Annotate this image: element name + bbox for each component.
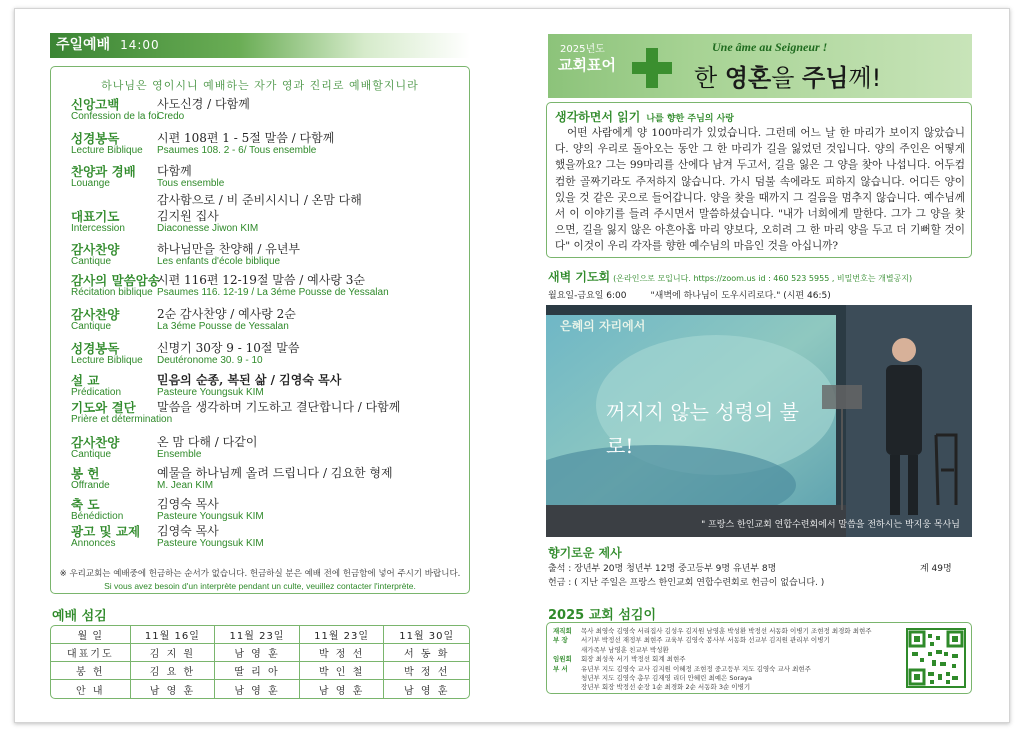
order-item-title-fr: Lecture Biblique (71, 355, 143, 366)
servant-category: 재직회 (553, 627, 572, 635)
qr-code-icon[interactable] (906, 628, 966, 688)
order-item-title: 대표기도 (71, 209, 120, 224)
order-item-title: 광고 및 교제 (71, 524, 141, 539)
schedule-cell: 11월 30일 (384, 626, 469, 644)
offering-line: 헌금 : ( 지난 주일은 프랑스 한인교회 연합수련회로 헌금이 없습니다. ) (548, 578, 825, 588)
order-item-title-fr: Confession de la foi (71, 111, 159, 122)
order-item-title: 기도와 결단 (71, 400, 136, 415)
order-item-title-fr: Bénédiction (71, 511, 124, 522)
order-item-value: 김영숙 목사 (157, 497, 219, 511)
servant-list: 유년부 지도 김영숙 교사 김지원 이혜정 조현정 중고등부 지도 김영숙 교사 최현주 (581, 664, 811, 673)
schedule-cell: 김 요 한 (131, 662, 216, 680)
servant-category: 부 서 (553, 664, 568, 673)
schedule-cell: 딸 리 아 (215, 662, 300, 680)
order-item-value: 예물을 하나님께 올려 드립니다 / 김요한 형제 (157, 466, 393, 480)
schedule-cell: 11월 23일 (300, 626, 385, 644)
order-of-service (50, 66, 470, 594)
schedule-cell: 11월 23일 (215, 626, 300, 644)
order-item-value-fr: Psaumes 116. 12-19 / La 3éme Pousse de Yessalan (157, 287, 389, 298)
motto-text: 한 영혼을 주님께! (694, 64, 882, 92)
order-item-value: 믿음의 순종, 복된 삶 / 김영숙 목사 (157, 373, 342, 387)
service-title-bar (50, 33, 470, 58)
order-item-value: 시편 108편 1 - 5절 말씀 / 다함께 (157, 131, 335, 145)
order-item-title: 성경봉독 (71, 341, 120, 356)
motto-french: Une âme au Seigneur ! (712, 40, 828, 54)
schedule-row (51, 626, 469, 644)
photo-event-slogan: 꺼지지 않는 성령의 불로! (606, 400, 799, 458)
schedule-cell: 봉 헌 (51, 662, 131, 680)
order-item-value: 사도신경 / 다함께 (157, 97, 250, 111)
servants-title: 2025 교회 섬김이 (548, 608, 657, 623)
order-item-title-fr: Offrande (71, 480, 110, 491)
order-item-value-fr: M. Jean KIM (157, 480, 214, 491)
schedule-cell: 남 영 훈 (215, 680, 300, 698)
order-item-title: 감사찬양 (71, 307, 120, 322)
order-item-value-fr: Tous ensemble (157, 178, 225, 189)
order-item-value: 시편 116편 12-19절 말씀 / 예사랑 3순 (157, 273, 365, 287)
sermon-photo (546, 305, 972, 537)
servant-list: 새가족부 남영훈 친교부 박성환 (581, 645, 669, 654)
schedule-cell: 안 내 (51, 680, 131, 698)
order-item-title-fr: Cantique (71, 449, 112, 460)
servant-list: 장년부 회장 박정선 순장 1순 최경화 2순 서동화 3순 이병기 (581, 683, 751, 692)
order-item-value: 신명기 30장 9 - 10절 말씀 (157, 341, 300, 355)
order-item-title-fr: Intercession (71, 223, 125, 234)
order-item-title: 성경봉독 (71, 131, 120, 146)
offering-title: 향기로운 제사 (548, 546, 622, 560)
order-item-title: 신앙고백 (71, 97, 120, 112)
order-item-value-fr: Diaconesse Jiwon KIM (157, 223, 259, 234)
order-item-value: 2순 감사찬양 / 예사랑 2순 (157, 307, 296, 321)
schedule-cell: 대표기도 (51, 644, 131, 662)
order-item-value: 말씀을 생각하며 기도하고 결단합니다 / 다함께 (157, 400, 401, 414)
schedule-row (51, 662, 469, 680)
schedule-cell: 11월 16일 (131, 626, 216, 644)
order-item-value-fr: Credo (157, 111, 185, 122)
servant-category: 임원회 (553, 655, 572, 664)
schedule-cell: 남 영 훈 (131, 680, 216, 698)
attendance-total: 계 49명 (920, 564, 952, 574)
order-item-title-fr: Cantique (71, 321, 112, 332)
servant-list: 목사 최영숙 김영숙 서리집사 김성우 김지원 남영훈 박성환 박정선 서동화 이병기 조현정 최경화 최현주 (581, 627, 872, 635)
motto-banner (548, 34, 972, 98)
servant-category: 부 장 (553, 636, 568, 645)
theme-verse: 하나님은 영이시니 예배하는 자가 영과 진리로 예배할지니라 (101, 79, 419, 92)
order-item-value-fr: Pasteure Youngsuk KIM (157, 511, 264, 522)
order-item-title-fr: Cantique (71, 256, 112, 267)
schedule-row (51, 680, 469, 698)
dawn-prayer-title: 새벽 기도회 (온라인으로 모입니다. https://zoom.us id : 460 523 5955 , 비밀번호는 개별공지) (548, 270, 913, 284)
interpreter-note: Si vous avez besoin d'un interprète pendant un culte, veuillez contacter l'interprète. (104, 581, 416, 591)
order-item-title: 감사의 말씀암송 (71, 273, 160, 288)
order-item-value-fr: Pasteure Youngsuk KIM (157, 387, 264, 398)
servant-list: 회장 최성욱 서기 박정선 회계 최현주 (581, 655, 686, 664)
meditation-box (546, 102, 972, 258)
order-item-value-fr: Psaumes 108. 2 - 6/ Tous ensemble (157, 145, 317, 156)
cross-icon (632, 48, 672, 88)
order-item-title: 감사찬양 (71, 435, 120, 450)
servant-list: 청년부 지도 김영숙 총무 김재영 리더 안혜린 최예은 Soraya (581, 674, 752, 682)
schedule-cell: 남 영 훈 (404, 685, 450, 697)
order-item-title: 설 교 (71, 373, 100, 388)
photo-event-title: 은혜의 자리에서 (560, 319, 646, 333)
schedule-cell: 남 영 훈 (300, 680, 385, 698)
meditation-text: 어떤 사람에게 양 100마리가 있었습니다. 그런데 어느 날 한 마리가 보이지 않았습니다. 양의 우리로 돌아오는 동안 그 한 마리가 길을 잃었던 것입니다. 양의 주인은 어떻게 했을까요? 그는 99마리를 산에다 남겨 두고서, 길을 잃은 그 양을 찾아 나섭니다. 어두컴컴한 골짜기라도 주저하지 않습니다. 가시 덤불 속에라도 피하지 않습니다. 어디든 양이 있을 것 같은 곳으로 들어갑니다. 양을 찾을 때까지 그 걸음을 멈추지 않습니다. 예수님께서 이 이야기를 들려 주시면서 말씀하셨습니다. "내가 너희에게 말한다. 그가 그 양을 찾으면, 길을 잃지 않은 아흔아홉 마리 양보다, 오히려 그 한 마리 양을 두고 더 기뻐할 것이다" 이것이 우리 각자를 향한 예수님의 마음인 것을 아십니까? (555, 127, 965, 253)
dawn-prayer-info: 월요일-금요일 6:00 "새벽에 하나님이 도우시리로다." (시편 46:5) (548, 291, 831, 301)
order-item-title: 감사찬양 (71, 242, 120, 257)
attendance-line: 출석 : 장년부 20명 청년부 12명 중고등부 9명 유년부 8명 (548, 564, 777, 574)
order-item-value: 온 맘 다해 / 다같이 (157, 435, 258, 449)
order-item-value-fr: Les enfants d'école biblique (157, 256, 281, 267)
order-item-value-fr: Pasteure Youngsuk KIM (157, 538, 264, 549)
order-item-title: 찬양과 경배 (71, 164, 136, 179)
meditation-title: 생각하면서 읽기 나를 향한 주님의 사랑 (555, 110, 734, 124)
order-item-title-fr: Annonces (71, 538, 116, 549)
schedule-cell: 남 영 훈 (215, 644, 300, 662)
schedule-title: 예배 섬김 (52, 609, 107, 624)
order-item-title-fr: Prière et détermination (71, 414, 173, 425)
motto-year: 2025년도 (560, 44, 605, 55)
order-item-value-fr: Deutéronome 30. 9 - 10 (157, 355, 263, 366)
order-item-value: 김지원 집사 (157, 209, 219, 223)
schedule-cell: 박 정 선 (384, 662, 469, 680)
order-item-title: 축 도 (71, 497, 100, 512)
schedule-cell: 월 일 (51, 626, 131, 644)
photo-caption: " 프랑스 한인교회 연합수련회에서 말씀을 전하시는 박지웅 목사님 (701, 520, 960, 530)
offering-note: ※ 우리교회는 예배중에 헌금하는 순서가 없습니다. 헌금하실 분은 예배 전에 헌금함에 넣어 주시기 바랍니다. (59, 569, 461, 579)
schedule-cell: 김 지 원 (131, 644, 216, 662)
schedule-cell: 박 인 철 (300, 662, 385, 680)
order-item-value-fr: Ensemble (157, 449, 202, 460)
order-item-title-fr: Prédication (71, 387, 122, 398)
schedule-cell: 박 정 선 (300, 644, 385, 662)
order-item-title-fr: Récitation biblique (71, 287, 153, 298)
service-title: 주일예배 (56, 37, 111, 53)
servant-list: 서기부 박정선 재정부 최현주 교육부 김영숙 봉사부 서동화 선교부 김지원 관리부 이병기 (581, 636, 830, 645)
schedule-table (50, 625, 470, 699)
order-item-title: 봉 헌 (71, 466, 100, 481)
schedule-cell: 서 동 화 (384, 644, 469, 662)
order-item-value: 김영숙 목사 (157, 524, 219, 538)
order-item-value-extra: 감사함으로 / 비 준비시시니 / 온맘 다해 (157, 193, 362, 207)
order-item-title-fr: Lecture Biblique (71, 145, 143, 156)
order-item-value: 하나님만을 찬양해 / 유년부 (157, 242, 300, 256)
order-item-title-fr: Louange (71, 178, 110, 189)
motto-label: 교회표어 (558, 56, 616, 74)
order-item-value: 다함께 (157, 164, 192, 178)
schedule-row (51, 644, 469, 662)
service-time: 14:00 (120, 38, 160, 52)
order-item-value-fr: La 3éme Pousse de Yessalan (157, 321, 289, 332)
